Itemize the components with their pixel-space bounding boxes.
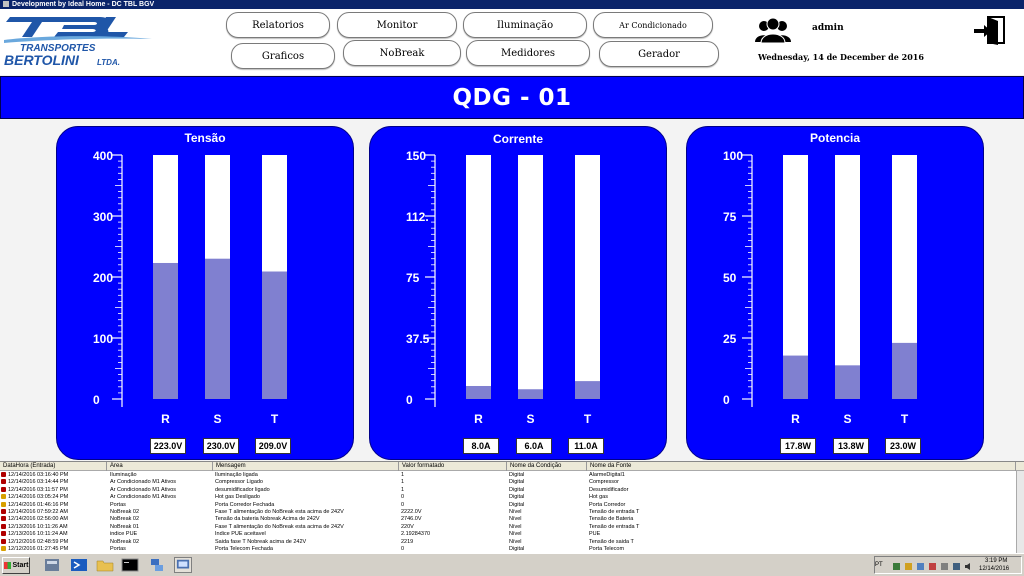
- logo-line3: BERTOLINI: [4, 52, 79, 68]
- scada-app-icon[interactable]: [174, 557, 192, 573]
- folder-icon[interactable]: [96, 557, 114, 573]
- alarm-row[interactable]: [0, 509, 1016, 516]
- alarm-cell-condition: Nível: [509, 531, 522, 538]
- bar-label: R: [791, 412, 800, 426]
- column-header[interactable]: Mensagem: [213, 462, 399, 471]
- bar-fill-s: [518, 389, 543, 399]
- y-tick-label: 37.5: [406, 332, 430, 346]
- alarm-cell-area: NoBreak 01: [110, 523, 140, 530]
- alarm-cell-condition: Nível: [509, 516, 522, 523]
- window-titlebar: [0, 0, 1024, 9]
- alarm-cell-datetime: 12/14/2016 01:46:16 PM: [8, 501, 69, 508]
- nav-nobreak-button[interactable]: NoBreak: [343, 40, 461, 66]
- column-header[interactable]: Nome da Condição: [507, 462, 587, 471]
- column-header[interactable]: Nome da Fonte: [587, 462, 1016, 471]
- alarm-cell-area: Portas: [110, 501, 126, 508]
- alarm-cell-condition: Nível: [509, 523, 522, 530]
- alarm-cell-source: Porta Corredor: [589, 501, 626, 508]
- alarm-cell-message: Compressor Ligado: [215, 479, 263, 486]
- clock-date[interactable]: 12/14/2016: [979, 566, 1010, 572]
- bar-fill-t: [892, 343, 917, 399]
- logo-line2: TRANSPORTES: [20, 43, 96, 54]
- logo-line4: LTDA.: [97, 58, 120, 67]
- alarm-bell-icon: [1, 524, 6, 529]
- tray-icon[interactable]: [941, 563, 948, 570]
- header: [0, 9, 1024, 75]
- alarm-row[interactable]: [0, 524, 1016, 531]
- alarm-row[interactable]: [0, 531, 1016, 538]
- nav-gerador-button[interactable]: Gerador: [599, 41, 719, 67]
- alarm-cell-message: Saida fase T Nobreak acima de 242V: [215, 538, 307, 545]
- value-box-t: 11.0A: [568, 438, 604, 454]
- alarm-cell-message: Porta Corredor Fechada: [215, 501, 275, 508]
- start-label: Start: [12, 562, 29, 569]
- alarm-cell-datetime: 12/12/2016 01:27:45 PM: [8, 546, 69, 552]
- language-indicator[interactable]: PT: [875, 562, 883, 568]
- alarm-cell-value: 2746.0V: [401, 516, 422, 523]
- warning-icon: [1, 546, 6, 551]
- alarm-cell-value: 0: [401, 501, 405, 508]
- y-tick-label: 75: [406, 271, 420, 285]
- alarm-cell-datetime: 12/13/2016 10:11:24 AM: [8, 531, 68, 538]
- username: admin: [812, 23, 844, 33]
- alarm-cell-source: AlarmeDigital1: [589, 472, 625, 478]
- nav-iluminacao-button[interactable]: Iluminação: [463, 12, 587, 38]
- alarm-cell-area: Ar Condicionado M1 Ativos: [110, 479, 177, 486]
- bar-fill-t: [262, 272, 287, 399]
- value-box-r: 8.0A: [463, 438, 499, 454]
- alarm-cell-value: 2219: [401, 538, 414, 545]
- y-tick-label: 0: [723, 393, 730, 407]
- alarm-cell-message: Fase T alimentação do NoBreak esta acima de 242V: [215, 509, 344, 515]
- tray-icon[interactable]: [905, 563, 912, 570]
- alarm-cell-datetime: 12/14/2016 03:16:40 PM: [8, 472, 69, 478]
- value-box-r: 223.0V: [150, 438, 186, 454]
- y-tick-label: 112.: [406, 210, 429, 224]
- tensao-gauge-panel: [56, 126, 354, 460]
- alarm-cell-message: Iluminação ligada: [215, 472, 258, 478]
- alarm-row[interactable]: [0, 487, 1016, 494]
- alarm-cell-value: 220V: [401, 523, 414, 530]
- alarm-bell-icon: [1, 539, 6, 544]
- window-title: Development by Ideal Home - DC TBL BGV: [12, 1, 155, 8]
- tray-icon[interactable]: [893, 563, 900, 570]
- alarm-cell-source: Porta Telecom: [589, 546, 625, 552]
- y-tick-label: 300: [93, 210, 114, 224]
- alarm-row[interactable]: [0, 546, 1016, 553]
- alarm-cell-message: Porta Telecom Fechada: [215, 546, 273, 552]
- bar-track: [466, 155, 491, 399]
- alarm-bell-icon: [1, 479, 6, 484]
- bar-label: T: [583, 412, 592, 426]
- alarm-row[interactable]: [0, 472, 1016, 479]
- alarm-cell-area: NoBreak 02: [110, 516, 140, 523]
- page-title: QDG - 01: [452, 84, 572, 111]
- value-box-s: 6.0A: [516, 438, 552, 454]
- alarm-cell-message: Hot gas Desligado: [215, 494, 260, 501]
- alarm-cell-condition: Digital: [509, 494, 525, 501]
- alarm-cell-area: Iluminação: [110, 472, 137, 478]
- alarm-cell-source: Compressor: [589, 479, 619, 486]
- system-tray: [874, 556, 1022, 574]
- y-tick-label: 50: [723, 271, 737, 285]
- bar-label: S: [843, 412, 852, 426]
- bar-track: [835, 155, 860, 399]
- alarm-cell-condition: Nível: [509, 538, 522, 545]
- bar-fill-r: [466, 386, 491, 399]
- page-title-banner: [0, 76, 1024, 119]
- alarm-cell-condition: Digital: [509, 472, 525, 478]
- alarm-cell-area: Portas: [110, 546, 126, 552]
- alarm-bell-icon: [1, 531, 6, 536]
- taskbar: [0, 553, 1024, 576]
- current-date: Wednesday, 14 de December de 2016: [758, 52, 924, 62]
- value-box-r: 17.8W: [780, 438, 816, 454]
- nav-medidores-button[interactable]: Medidores: [466, 40, 590, 66]
- column-header[interactable]: Área: [107, 462, 213, 471]
- nav-relatorios-button[interactable]: Relatorios: [226, 12, 330, 38]
- value-box-s: 13.8W: [833, 438, 869, 454]
- start-button[interactable]: [2, 557, 30, 574]
- alarm-cell-source: Tensão de Bateria: [589, 516, 634, 523]
- alarm-cell-condition: Digital: [509, 546, 525, 552]
- nav-graficos-button[interactable]: Graficos: [231, 43, 335, 69]
- alarm-cell-area: indice PUE: [110, 531, 138, 538]
- alarm-cell-message: Indice PUE aceitavel: [215, 531, 266, 538]
- alarm-row[interactable]: [0, 502, 1016, 509]
- bar-track: [518, 155, 543, 399]
- alarm-cell-value: 1: [401, 472, 405, 478]
- alarm-cell-value: 1: [401, 479, 405, 486]
- alarm-cell-condition: Nível: [509, 509, 522, 515]
- panel-title: Corrente: [492, 132, 543, 146]
- corrente-gauge-panel: [369, 126, 667, 460]
- logout-icon[interactable]: [972, 15, 1008, 47]
- column-header[interactable]: DataHora (Entrada): [0, 462, 107, 471]
- potencia-bar-chart: [687, 127, 985, 461]
- alarm-cell-datetime: 12/14/2016 03:05:24 PM: [8, 494, 69, 501]
- value-box-t: 23.0W: [885, 438, 921, 454]
- alarm-grid[interactable]: [0, 461, 1024, 553]
- alarm-cell-message: Tensão da bateria Nobreak Acima de 242V: [215, 516, 320, 523]
- windows-logo-icon: [4, 562, 11, 569]
- y-tick-label: 100: [93, 332, 114, 346]
- nav-ar-condicionado-button[interactable]: Ar Condicionado: [593, 12, 713, 38]
- y-tick-label: 75: [723, 210, 737, 224]
- alarm-cell-area: Ar Condicionado M1 Ativos: [110, 494, 177, 501]
- alarm-bell-icon: [1, 509, 6, 514]
- alarm-row[interactable]: [0, 539, 1016, 546]
- alarm-bell-icon: [1, 487, 6, 492]
- tensao-bar-chart: [57, 127, 355, 461]
- network-app-icon[interactable]: [148, 557, 166, 573]
- alarm-cell-datetime: 12/14/2016 03:11:57 PM: [8, 486, 68, 493]
- value-box-s: 230.0V: [203, 438, 239, 454]
- alarm-bell-icon: [1, 516, 6, 521]
- y-tick-label: 200: [93, 271, 114, 285]
- alarm-row[interactable]: [0, 494, 1016, 501]
- alarm-cell-datetime: 12/14/2016 02:56:00 AM: [8, 516, 68, 523]
- bar-label: S: [213, 412, 222, 426]
- alarm-cell-datetime: 12/14/2016 03:14:44 PM: [8, 479, 69, 486]
- bar-track: [575, 155, 600, 399]
- app-icon: [3, 1, 9, 7]
- users-icon[interactable]: [755, 18, 791, 44]
- alarm-cell-value: 0: [401, 546, 405, 552]
- alarm-grid-header: [0, 462, 1024, 471]
- cmd-icon[interactable]: [121, 557, 139, 573]
- y-tick-label: 0: [93, 393, 100, 407]
- alarm-grid-scrollbar[interactable]: [1016, 471, 1024, 553]
- bar-fill-t: [575, 381, 600, 399]
- alarm-cell-area: NoBreak 02: [110, 509, 140, 515]
- alarm-cell-value: 1: [401, 486, 405, 493]
- tray-icon[interactable]: [917, 563, 924, 570]
- bar-label: R: [161, 412, 170, 426]
- tray-icon[interactable]: [929, 563, 936, 570]
- y-tick-label: 150: [406, 149, 427, 163]
- y-tick-label: 25: [723, 332, 737, 346]
- nav-monitor-button[interactable]: Monitor: [337, 12, 457, 38]
- volume-icon[interactable]: [965, 563, 972, 570]
- server-manager-icon[interactable]: [43, 557, 61, 573]
- alarm-bell-icon: [1, 472, 6, 477]
- alarm-cell-datetime: 12/14/2016 07:59:22 AM: [8, 509, 68, 515]
- alarm-cell-message: Fase T alimentação do NoBreak esta acima de 242V: [215, 523, 344, 530]
- alarm-row[interactable]: [0, 479, 1016, 486]
- alarm-cell-condition: Digital: [509, 479, 525, 486]
- alarm-cell-area: Ar Condicionado M1 Ativos: [110, 486, 177, 493]
- panel-title: Potencia: [809, 131, 860, 145]
- bar-label: T: [900, 412, 909, 426]
- alarm-cell-value: 2222.0V: [401, 509, 422, 515]
- network-icon[interactable]: [953, 563, 960, 570]
- alarm-row[interactable]: [0, 516, 1016, 523]
- alarm-cell-source: Tensão de saida T: [589, 538, 634, 545]
- bar-label: S: [526, 412, 535, 426]
- bar-label: T: [270, 412, 279, 426]
- alarm-cell-message: desumidificador ligado: [215, 486, 270, 493]
- warning-icon: [1, 494, 6, 499]
- bar-fill-s: [205, 259, 230, 399]
- bar-fill-s: [835, 365, 860, 399]
- clock-time[interactable]: 3:19 PM: [985, 558, 1008, 564]
- bar-label: R: [474, 412, 483, 426]
- y-tick-label: 100: [723, 149, 744, 163]
- panel-title: Tensão: [184, 131, 226, 145]
- value-box-t: 209.0V: [255, 438, 291, 454]
- alarm-cell-source: PUE: [589, 531, 601, 538]
- y-tick-label: 0: [406, 393, 413, 407]
- column-header[interactable]: Valor formatado: [399, 462, 507, 471]
- alarm-cell-value: 0: [401, 494, 405, 501]
- warning-icon: [1, 502, 6, 507]
- alarm-cell-datetime: 12/13/2016 10:11:26 AM: [8, 523, 68, 530]
- alarm-cell-source: Desumidificador: [589, 486, 629, 493]
- alarm-cell-source: Hot gas: [589, 494, 608, 501]
- alarm-cell-condition: Digital: [509, 501, 525, 508]
- alarm-cell-value: 2.19284370: [401, 531, 431, 538]
- bar-fill-r: [783, 356, 808, 399]
- corrente-bar-chart: [370, 127, 668, 461]
- alarm-cell-source: Tensão de entrada T: [589, 509, 640, 515]
- alarm-cell-condition: Digital: [509, 486, 525, 493]
- y-tick-label: 400: [93, 149, 114, 163]
- alarm-cell-area: NoBreak 02: [110, 538, 140, 545]
- powershell-icon[interactable]: [70, 557, 88, 573]
- company-logo: [2, 13, 162, 68]
- alarm-cell-source: Tensão de entrada T: [589, 523, 640, 530]
- bar-fill-r: [153, 263, 178, 399]
- potencia-gauge-panel: [686, 126, 984, 460]
- alarm-cell-datetime: 12/12/2016 02:48:59 PM: [8, 538, 69, 545]
